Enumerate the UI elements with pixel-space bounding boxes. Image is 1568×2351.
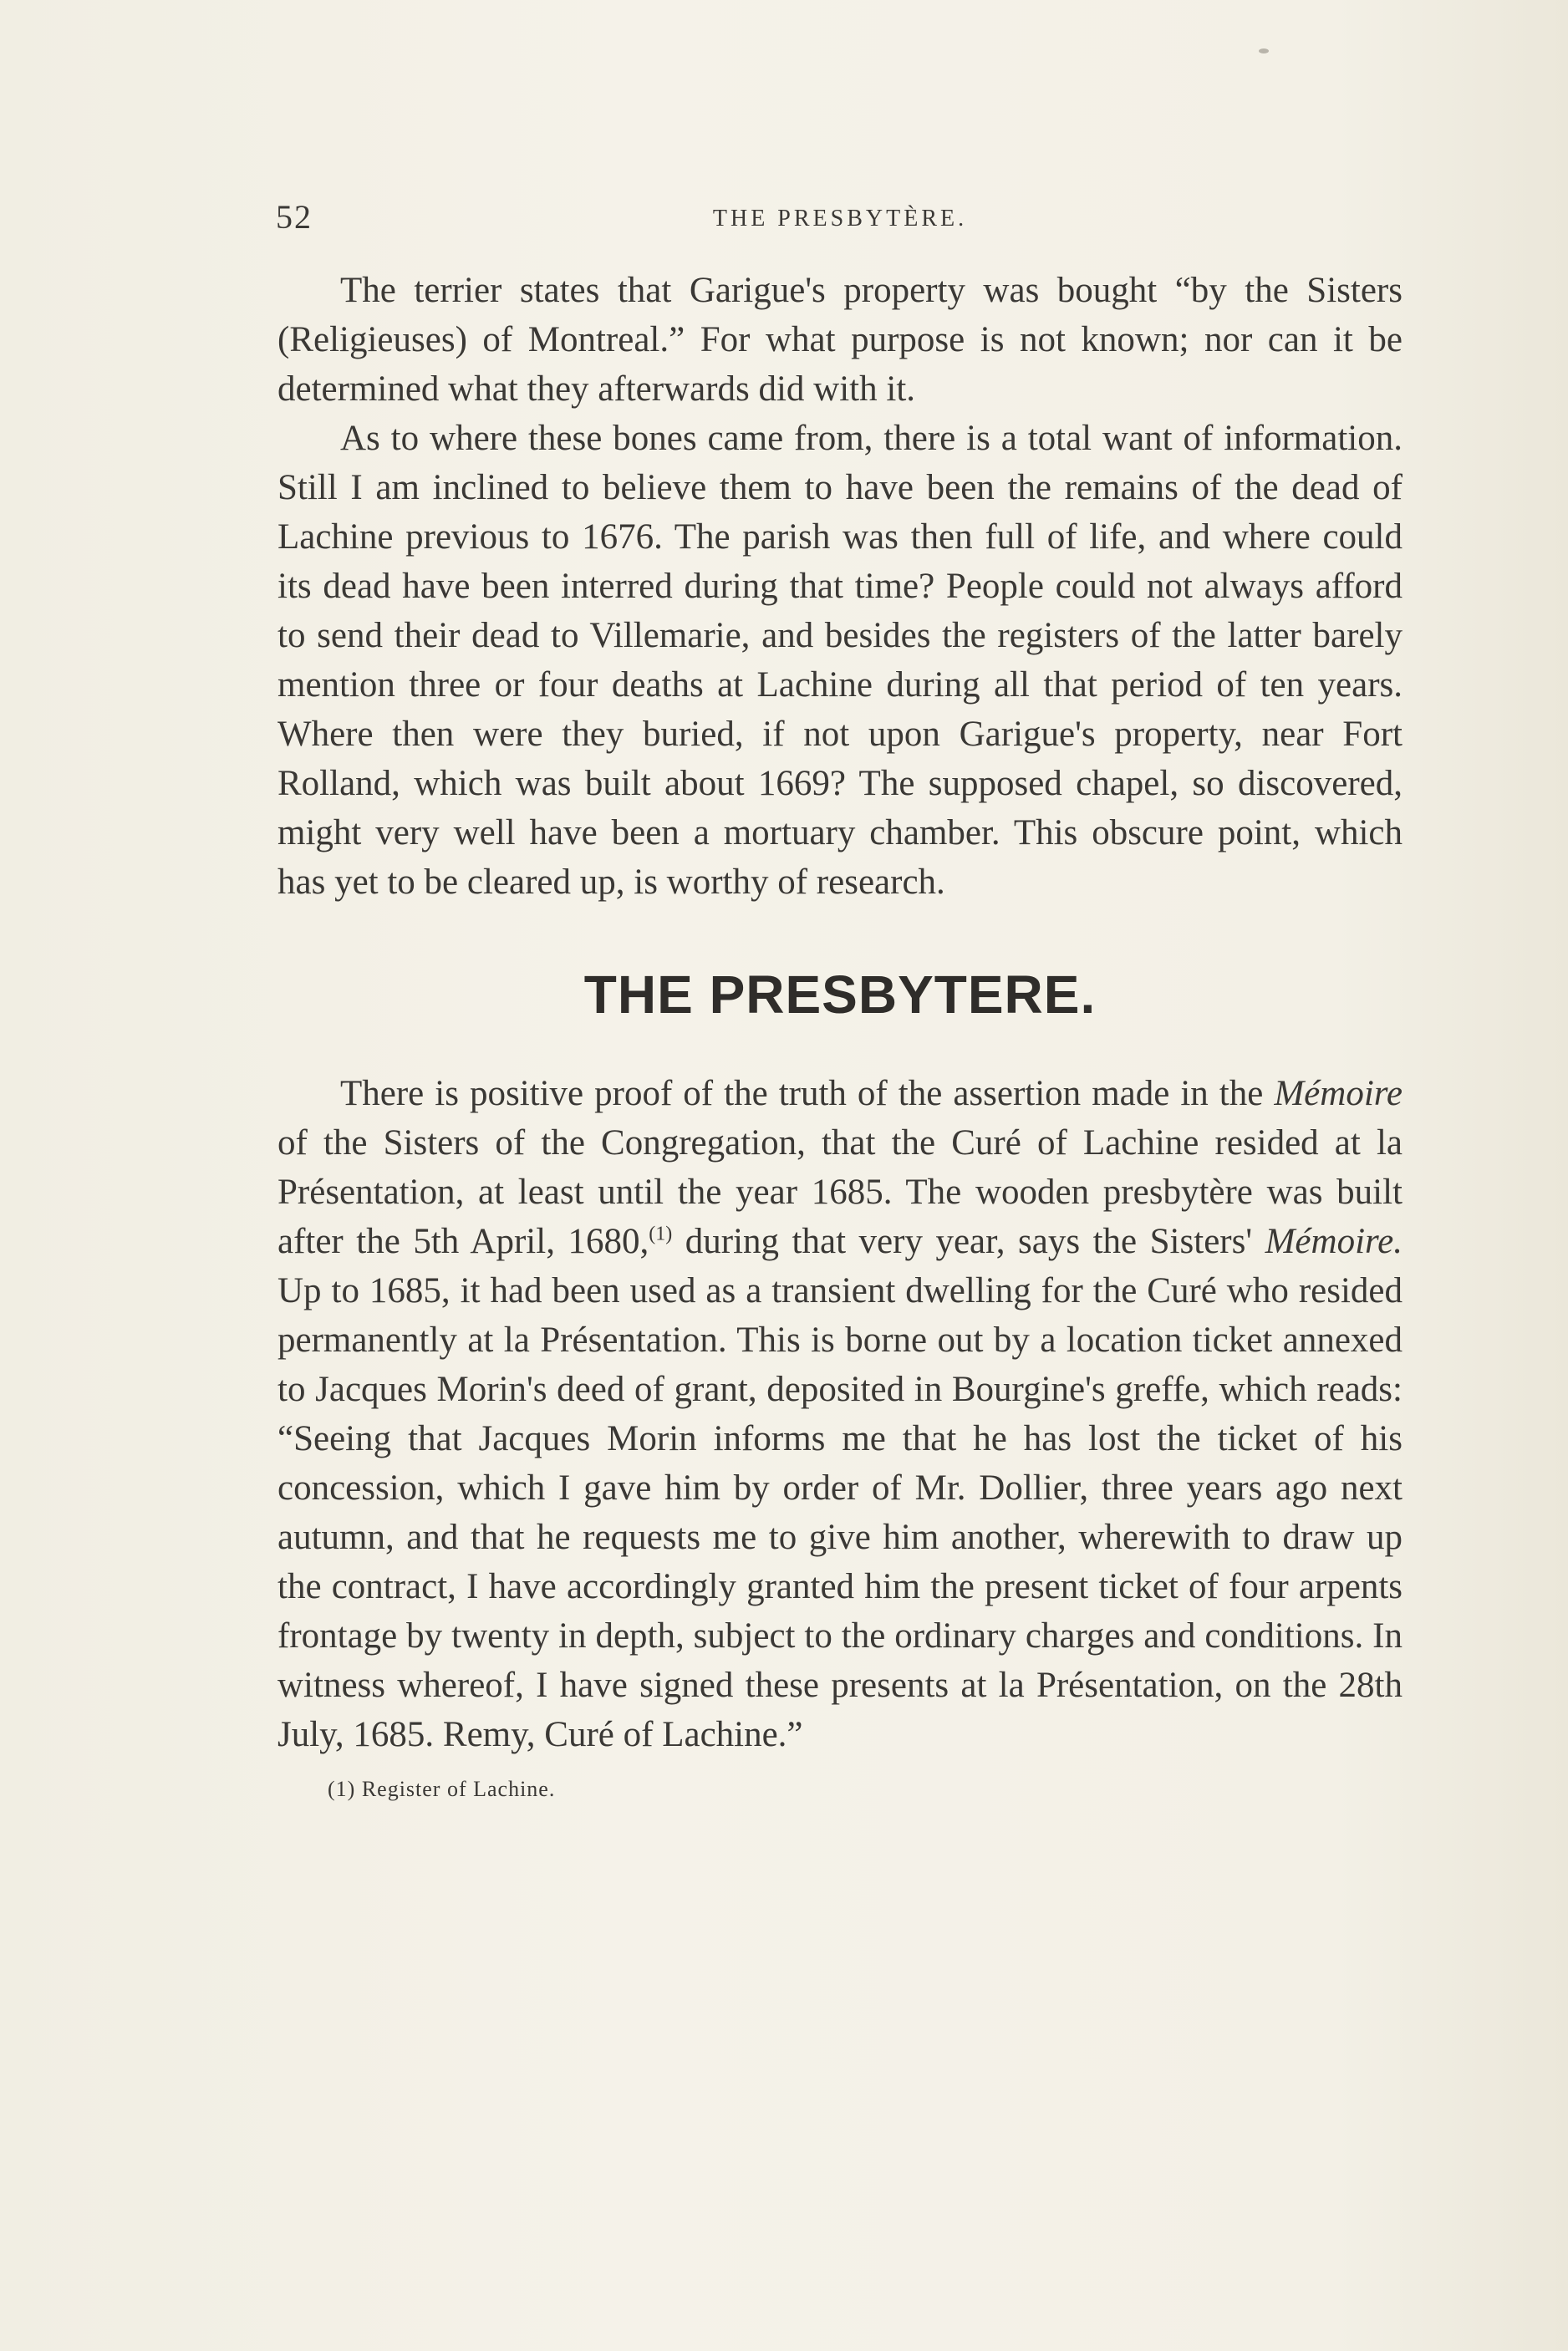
paragraph-text: during that very year, says the Sisters': [672, 1222, 1265, 1261]
footnote-marker: (1): [649, 1223, 673, 1245]
footnote: (1) Register of Lachine.: [328, 1777, 556, 1801]
page-number: 52: [276, 198, 313, 236]
running-title: THE PRESBYTÈRE.: [712, 206, 968, 232]
paragraph-terrier: The terrier states that Garigue's property was bought “by the Sisters (Religieuses) of Montreal.” For what purpose is not known; nor can it be determined what they afterwards did with it.: [277, 271, 1403, 409]
paragraph-text: of the Sisters of the Congregation, that the Curé of Lachine resided at la Présentation, at least until the year 1685. The wooden presbytère was built after the 5th April, 1680,: [277, 1123, 1403, 1261]
body-text: [277, 266, 1403, 1803]
section-heading: THE PRESBYTERE.: [583, 964, 1097, 1025]
paragraph-text: Up to 1685, it had been used as a transient dwelling for the Curé who resided permanently at la Présentation. This is borne out by a location ticket annexed to Jacques Morin's deed of grant, deposited in Bourgine's greffe, which reads: “Seeing that Jacques Morin informs me that he has lost the ticket of his concession, which I gave him by order of Mr. Dollier, three years ago next autumn, and that he requests me to give him another, wherewith to draw up the contract, I have accordingly granted him the present ticket of four arpents frontage by twenty in depth, subject to the ordinary charges and conditions. In witness whereof, I have signed these presents at la Présentation, on the 28th July, 1685. Remy, Curé of Lachine.”: [277, 1271, 1403, 1754]
paragraph-text: There is positive proof of the truth of the assertion made in the: [340, 1074, 1275, 1113]
running-head: [276, 197, 1404, 247]
italic-memoire: Mémoire: [1274, 1074, 1403, 1113]
paragraph-presbytere: [277, 1069, 1403, 1759]
paragraph-bones: As to where these bones came from, there is a total want of information. Still I am inclined to believe them to have been the remains of the dead of Lachine previous to 1676. The parish was then full of life, and where could its dead have been interred during that time? People could not always afford to send their dead to Villemarie, and besides the registers of the latter barely mention three or four deaths at Lachine during all that period of ten years. Where then were they buried, if not upon Garigue's property, near Fort Rolland, which was built about 1669? The supposed chapel, so discovered, might very well have been a mortuary chamber. This obscure point, which has yet to be cleared up, is worthy of research.: [277, 419, 1403, 902]
paper-speck: [1259, 48, 1269, 53]
italic-memoire: Mémoire.: [1265, 1222, 1403, 1261]
